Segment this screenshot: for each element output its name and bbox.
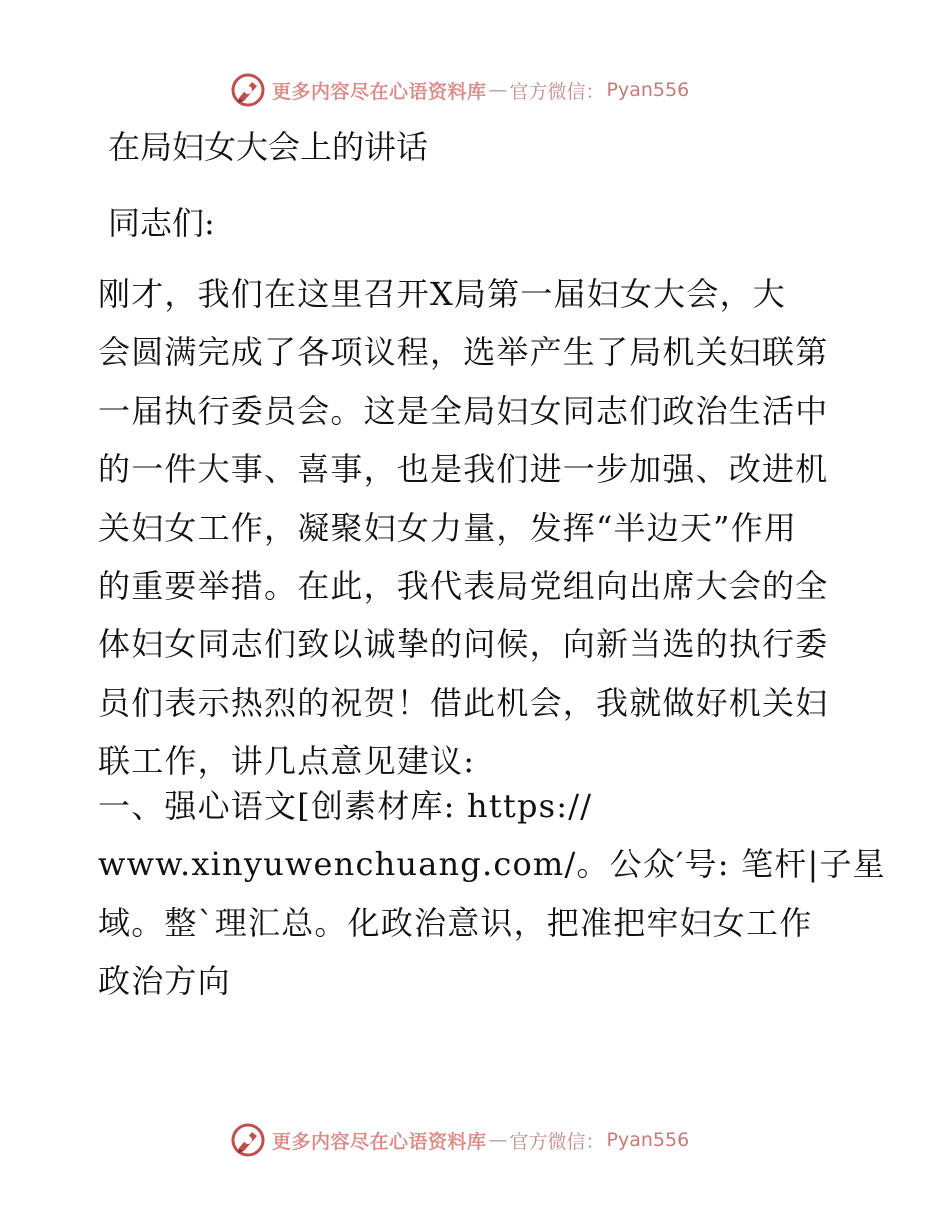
text-line: 的一件大事、喜事，也是我们进一步加强、改进机	[98, 450, 829, 489]
footer-watermark-banner	[230, 1120, 750, 1160]
banner-wechat-id: Pyan556	[606, 79, 690, 101]
text-line: 政治方向	[98, 962, 231, 1001]
text-line: 体妇女同志们致以诚挚的问候，向新当选的执行委	[98, 625, 829, 664]
text-line: www.xinyuwenchuang.com/。公众′号: 笔杆|子星	[98, 845, 886, 884]
body-paragraph-2	[98, 777, 886, 1011]
text-line: 员们表示热烈的祝贺！借此机会，我就做好机关妇	[98, 683, 829, 722]
red-circle-pen-logo-icon	[230, 1122, 266, 1158]
salutation: 同志们:	[108, 204, 215, 242]
banner-site-name: 更多内容尽在心语资料库	[272, 1130, 487, 1153]
banner-separator: —	[488, 79, 508, 101]
text-line: 联工作，讲几点意见建议:	[98, 742, 476, 781]
text-line: 关妇女工作，凝聚妇女力量，发挥“半边天”作用	[98, 508, 798, 547]
banner-separator: —	[488, 1129, 508, 1151]
body-paragraph-1	[98, 265, 850, 791]
text-line: 一届执行委员会。这是全局妇女同志们政治生活中	[98, 391, 829, 430]
banner-wechat-label: 官方微信：	[509, 80, 605, 103]
banner-wechat-id: Pyan556	[606, 1129, 690, 1151]
text-line: 一、强心语文[创素材库: https://	[98, 787, 593, 825]
text-line: 刚才，我们在这里召开X局第一届妇女大会，大	[98, 275, 786, 313]
document-title: 在局妇女大会上的讲话	[108, 128, 429, 166]
text-line: 的重要举措。在此，我代表局党组向出席大会的全	[98, 567, 829, 606]
banner-wechat-label: 官方微信：	[509, 1130, 605, 1153]
banner-site-name: 更多内容尽在心语资料库	[272, 80, 487, 103]
text-line: 域。整`理汇总。化政治意识，把准把牢妇女工作	[98, 903, 813, 942]
red-circle-pen-logo-icon	[230, 72, 266, 108]
header-watermark-banner	[230, 70, 750, 110]
text-line: 会圆满完成了各项议程，选举产生了局机关妇联第	[98, 333, 829, 372]
